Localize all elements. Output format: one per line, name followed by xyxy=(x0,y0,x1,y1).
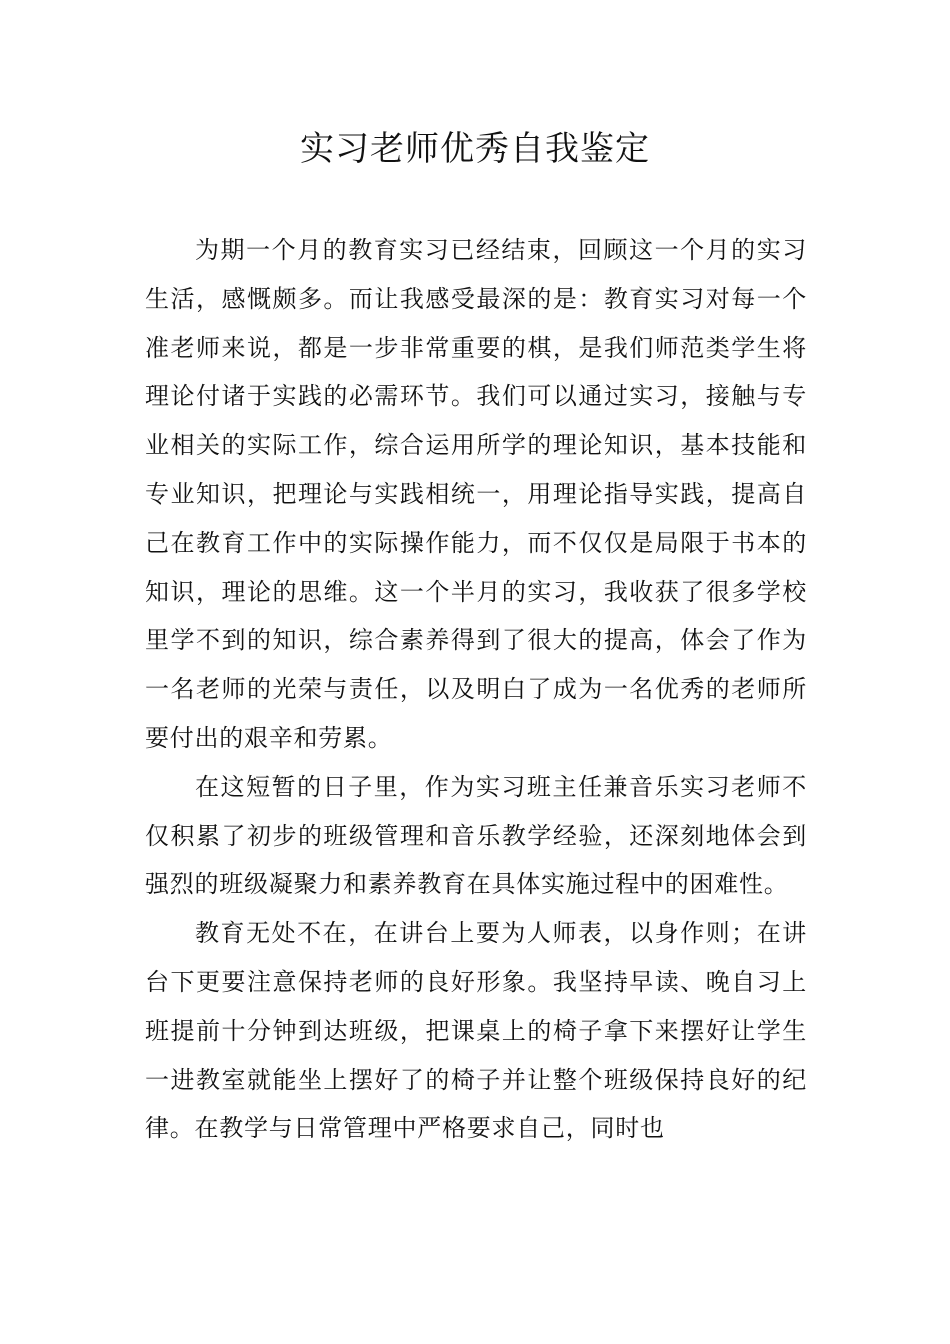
document-body xyxy=(145,226,807,1153)
paragraph-1: 为期一个月的教育实习已经结束，回顾这一个月的实习生活，感慨颇多。而让我感受最深的是：教育实习对每一个准老师来说，都是一步非常重要的棋，是我们师范类学生将理论付诸于实践的必需环节。我们可以通过实习，接触与专业相关的实际工作，综合运用所学的理论知识，基本技能和专业知识，把理论与实践相统一，用理论指导实践，提高自己在教育工作中的实际操作能力，而不仅仅是局限于书本的知识，理论的思维。这一个半月的实习，我收获了很多学校里学不到的知识，综合素养得到了很大的提高，体会了作为一名老师的光荣与责任，以及明白了成为一名优秀的老师所要付出的艰辛和劳累。 xyxy=(145,236,807,752)
paragraph-3: 教育无处不在，在讲台上要为人师表，以身作则；在讲台下更要注意保持老师的良好形象。我坚持早读、晚自习上班提前十分钟到达班级，把课桌上的椅子拿下来摆好让学生一进教室就能坐上摆好了的椅子并让整个班级保持良好的纪律。在教学与日常管理中严格要求自己，同时也 xyxy=(145,919,807,1143)
document-title: 实习老师优秀自我鉴定 xyxy=(300,129,650,169)
paragraph-2: 在这短暂的日子里，作为实习班主任兼音乐实习老师不仅积累了初步的班级管理和音乐教学经验，还深刻地体会到强烈的班级凝聚力和素养教育在具体实施过程中的困难性。 xyxy=(145,772,807,899)
